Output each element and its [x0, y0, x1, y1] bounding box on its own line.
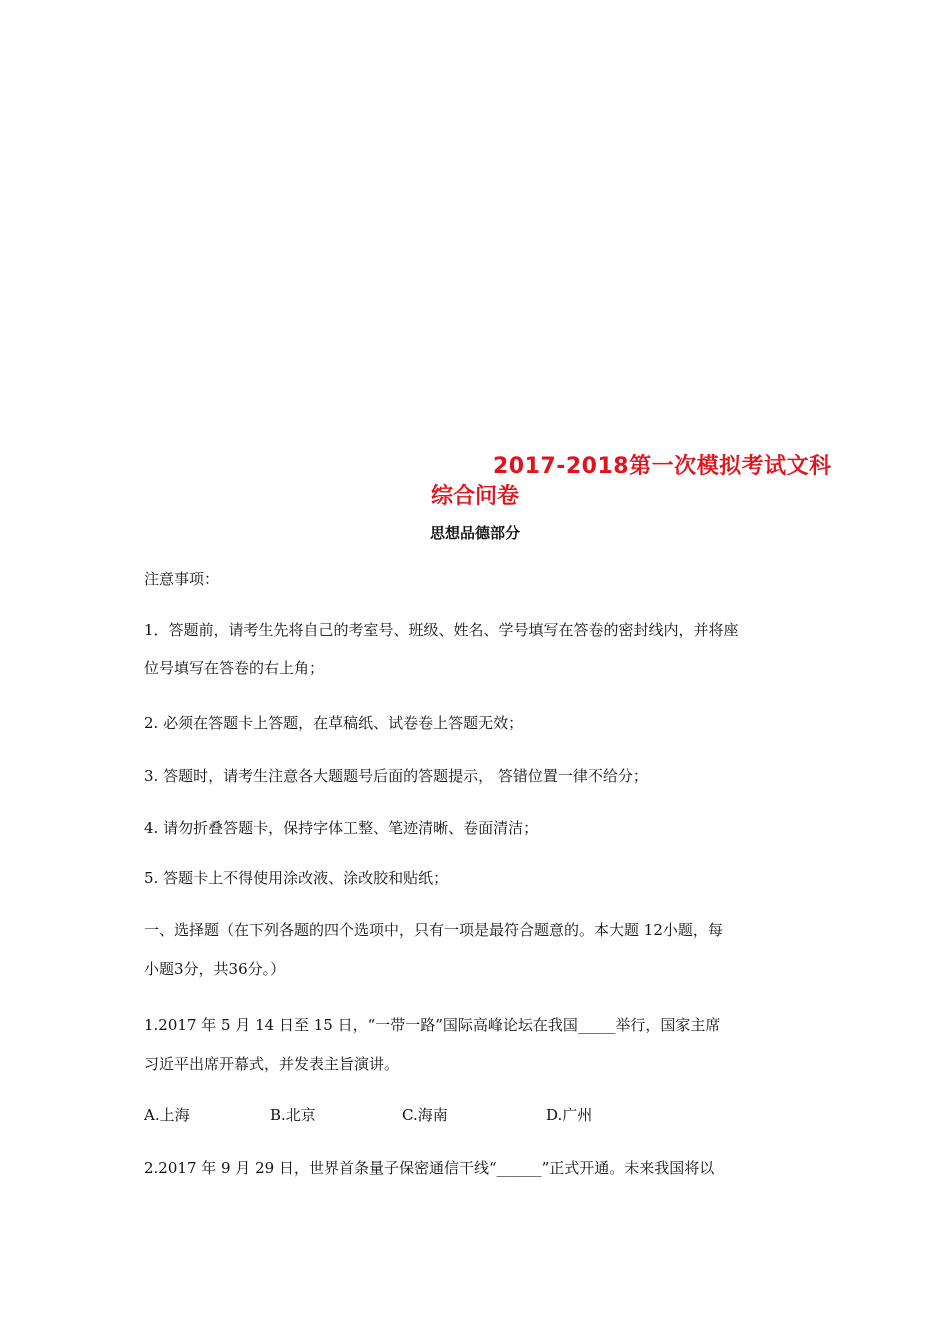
question-1-line-1: 1.2017 年 5 月 14 日至 15 日，“一带一路”国际高峰论坛在我国_____举行，国家主席	[144, 1016, 721, 1034]
option-a: A.上海	[144, 1106, 190, 1124]
notice-item-4: 4. 请勿折叠答题卡，保持字体工整、笔迹清晰、卷面清洁；	[144, 819, 539, 837]
section-title: 思想品德部分	[429, 524, 520, 542]
exam-title-line1: 2017-2018第一次模拟考试文科	[493, 454, 832, 479]
option-b: B.北京	[270, 1106, 316, 1124]
part1-header-line-2: 小题3分，共36分。）	[144, 960, 286, 978]
question-1-line-2: 习近平出席开幕式，并发表主旨演讲。	[144, 1055, 400, 1073]
notice-item-1-line-1: 1．答题前，请考生先将自己的考室号、班级、姓名、学号填写在答卷的密封线内，并将座	[144, 621, 739, 639]
exam-title-line2: 综合问卷	[431, 484, 520, 509]
notice-item-1-line-2: 位号填写在答卷的右上角；	[144, 659, 325, 677]
notice-item-3: 3. 答题时，请考生注意各大题题号后面的答题提示， 答错位置一律不给分；	[144, 767, 648, 785]
option-c: C.海南	[402, 1106, 448, 1124]
notice-item-5: 5. 答题卡上不得使用涂改液、涂改胶和贴纸；	[144, 869, 449, 887]
question-2-line-1: 2.2017 年 9 月 29 日，世界首条量子保密通信干线“______”正式开通。未来我国将以	[144, 1159, 715, 1177]
notice-heading: 注意事项：	[144, 570, 220, 588]
part1-header-line-1: 一、选择题（在下列各题的四个选项中，只有一项是最符合题意的。本大题 12小题，每	[144, 921, 723, 939]
option-d: D.广州	[546, 1106, 593, 1124]
notice-item-2: 2. 必须在答题卡上答题，在草稿纸、试卷卷上答题无效；	[144, 714, 524, 732]
